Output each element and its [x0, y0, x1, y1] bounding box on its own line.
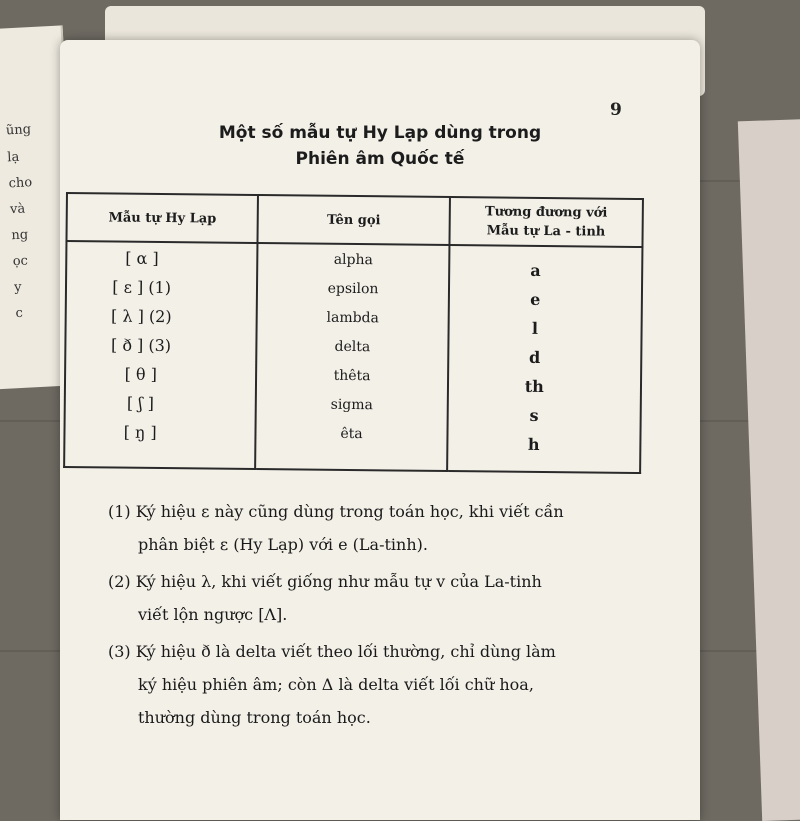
left-page-text: ọc	[12, 253, 29, 270]
left-page-text: lạ	[6, 149, 20, 166]
page-number: 9	[610, 100, 622, 120]
greek-letters-table	[63, 192, 644, 474]
header-latin	[449, 197, 643, 247]
latin-equivalent: l	[531, 318, 539, 338]
footnote-line: thường dùng trong toán học.	[138, 708, 371, 727]
letter-name: alpha	[333, 251, 373, 269]
greek-column	[64, 241, 258, 469]
right-book	[738, 119, 800, 821]
name-column	[255, 243, 449, 471]
page-title	[160, 120, 600, 172]
latin-equivalent: d	[528, 347, 541, 367]
letter-name: delta	[334, 338, 371, 356]
footnote-2	[108, 565, 658, 631]
left-page-text: ng	[11, 227, 29, 244]
footnote-line: (1) Ký hiệu ε này cũng dùng trong toán học, khi viết cần	[108, 502, 564, 521]
latin-column	[447, 245, 643, 473]
letter-name: lambda	[326, 309, 379, 327]
greek-letter: [ ε ] (1)	[112, 277, 172, 298]
greek-letter: [ ð ] (3)	[110, 335, 172, 356]
header-latin-line-1: Tương đương với	[484, 204, 608, 221]
left-page-text: cho	[8, 175, 33, 192]
book-page	[60, 40, 700, 820]
letter-name: sigma	[330, 396, 374, 414]
footnote-line: (3) Ký hiệu ð là delta viết theo lối thường, chỉ dùng làm	[108, 642, 556, 661]
footnote-line: (2) Ký hiệu λ, khi viết giống như mẫu tự v của La-tinh	[108, 572, 542, 591]
header-name: Tên gọi	[258, 195, 450, 245]
letter-name: êta	[340, 425, 363, 443]
left-page-text: ũng	[5, 122, 32, 139]
latin-equivalent: h	[527, 434, 540, 454]
greek-letter: [ λ ] (2)	[111, 306, 172, 327]
latin-equivalent: a	[530, 260, 541, 280]
greek-letter: [ α ]	[125, 248, 159, 268]
greek-letter: [ ʃ ]	[126, 393, 155, 413]
latin-equivalent: s	[529, 405, 539, 425]
letter-name: epsilon	[327, 280, 379, 298]
left-page-text: y	[13, 279, 22, 296]
latin-equivalent: e	[530, 289, 541, 309]
footnote-line: phân biệt ε (Hy Lạp) với e (La-tinh).	[138, 535, 428, 554]
title-line-2: Phiên âm Quốc tế	[295, 149, 465, 169]
left-page-text: c	[15, 305, 24, 322]
footnote-3	[108, 635, 658, 734]
letter-name: thêta	[333, 367, 371, 385]
footnote-line: viết lộn ngược [Λ].	[138, 605, 288, 624]
greek-letter: [ ŋ ]	[123, 422, 157, 442]
footnote-line: ký hiệu phiên âm; còn Δ là delta viết lối chữ hoa,	[138, 675, 534, 694]
header-latin-line-2: Mẫu tự La - tinh	[486, 223, 606, 240]
footnote-1	[108, 495, 658, 561]
left-page-text: và	[9, 201, 26, 218]
greek-letter: [ θ ]	[124, 364, 158, 384]
table-body-row	[64, 241, 642, 473]
title-line-1: Một số mẫu tự Hy Lạp dùng trong	[218, 123, 542, 143]
header-greek: Mẫu tự Hy Lạp	[66, 193, 258, 243]
latin-equivalent: th	[524, 376, 544, 397]
footnotes	[108, 495, 658, 738]
table-header-row	[66, 193, 642, 247]
